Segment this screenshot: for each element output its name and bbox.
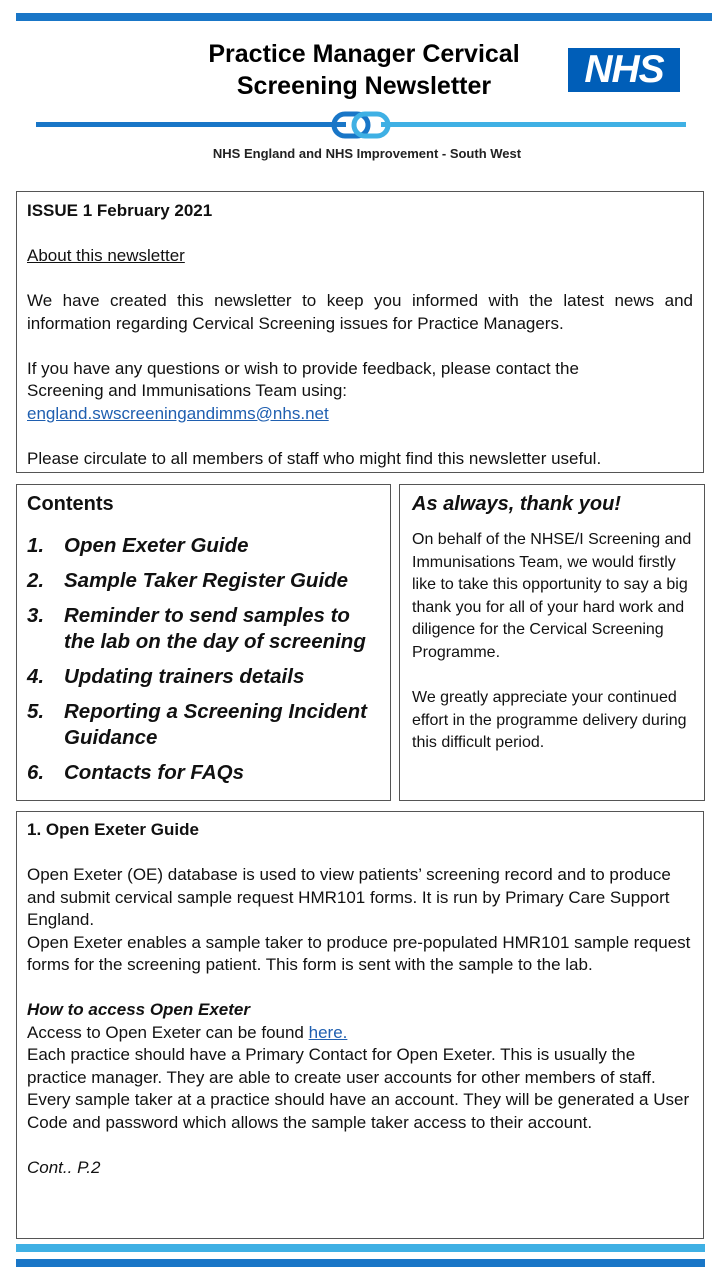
chain-link-divider: [36, 110, 686, 140]
open-exeter-paragraph-3: Each practice should have a Primary Contact for Open Exeter. This is usually the practice manager. They are able to create user accounts for other members of staff. Every sample taker at a practice should have an account. They will be generated a User Code and password which allows the sample taker access to their account.: [27, 1045, 690, 1132]
thank-you-section: [399, 484, 705, 801]
open-exeter-section: [16, 811, 704, 1239]
access-subheading: How to access Open Exeter: [27, 1000, 250, 1019]
bottom-rule-dark: [16, 1259, 705, 1267]
contents-item: 6. Contacts for FAQs: [27, 761, 244, 784]
open-exeter-link[interactable]: here.: [308, 1022, 348, 1042]
top-rule: [16, 13, 712, 21]
open-exeter-paragraph-2: Open Exeter enables a sample taker to produce pre-populated HMR101 sample request forms for the screening patient. This form is sent with the sample to the lab.: [27, 932, 691, 974]
bottom-rule-light: [16, 1244, 705, 1252]
title-line-1: Practice Manager Cervical: [208, 40, 520, 68]
about-section: [16, 191, 704, 473]
nhs-logo: NHS: [568, 48, 680, 92]
access-paragraph: Access to Open Exeter can be found here.: [27, 1022, 348, 1042]
contents-list: [27, 533, 380, 786]
contents-item: 3. Reminder to send samples to the lab on the day of screening: [27, 604, 366, 653]
contents-section: [16, 484, 391, 801]
contents-heading: Contents: [27, 493, 114, 515]
contents-item: 4. Updating trainers details: [27, 665, 305, 688]
about-paragraph-3: Please circulate to all members of staff who might find this newsletter useful.: [27, 448, 602, 468]
about-heading: About this newsletter: [27, 246, 185, 265]
issue-label: ISSUE 1 February 2021: [27, 201, 213, 220]
region-subheading: NHS England and NHS Improvement - South West: [212, 146, 522, 161]
contact-email-link[interactable]: england.swscreeningandimms@nhs.net: [27, 403, 329, 423]
thank-you-paragraph-2: We greatly appreciate your continued effort in the programme delivery during this difficult period.: [412, 689, 687, 751]
open-exeter-heading: 1. Open Exeter Guide: [27, 820, 199, 839]
about-paragraph-1: We have created this newsletter to keep you informed with the latest news and information regarding Cervical Screening issues for Practice Managers.: [27, 291, 693, 333]
contents-item: 2. Sample Taker Register Guide: [27, 569, 349, 592]
contents-item: 1. Open Exeter Guide: [27, 534, 249, 557]
page-title: [140, 38, 588, 102]
contents-item: 5. Reporting a Screening Incident Guidance: [27, 700, 367, 749]
open-exeter-paragraph-1: Open Exeter (OE) database is used to view patients’ screening record and to produce and submit cervical sample request HMR101 forms. It is run by Primary Care Support England.: [27, 865, 671, 929]
continued-note: Cont.. P.2: [27, 1157, 101, 1177]
about-paragraph-2-line-1: If you have any questions or wish to provide feedback, please contact the: [27, 358, 579, 378]
title-line-2: Screening Newsletter: [236, 72, 492, 100]
thank-you-heading: As always, thank you!: [412, 493, 621, 515]
thank-you-paragraph-1: On behalf of the NHSE/I Screening and Immunisations Team, we would firstly like to take this opportunity to say a big thank you for all of your hard work and diligence for the Cervical Screening Programme.: [412, 531, 692, 661]
about-paragraph-2-line-2: Screening and Immunisations Team using:: [27, 381, 348, 400]
